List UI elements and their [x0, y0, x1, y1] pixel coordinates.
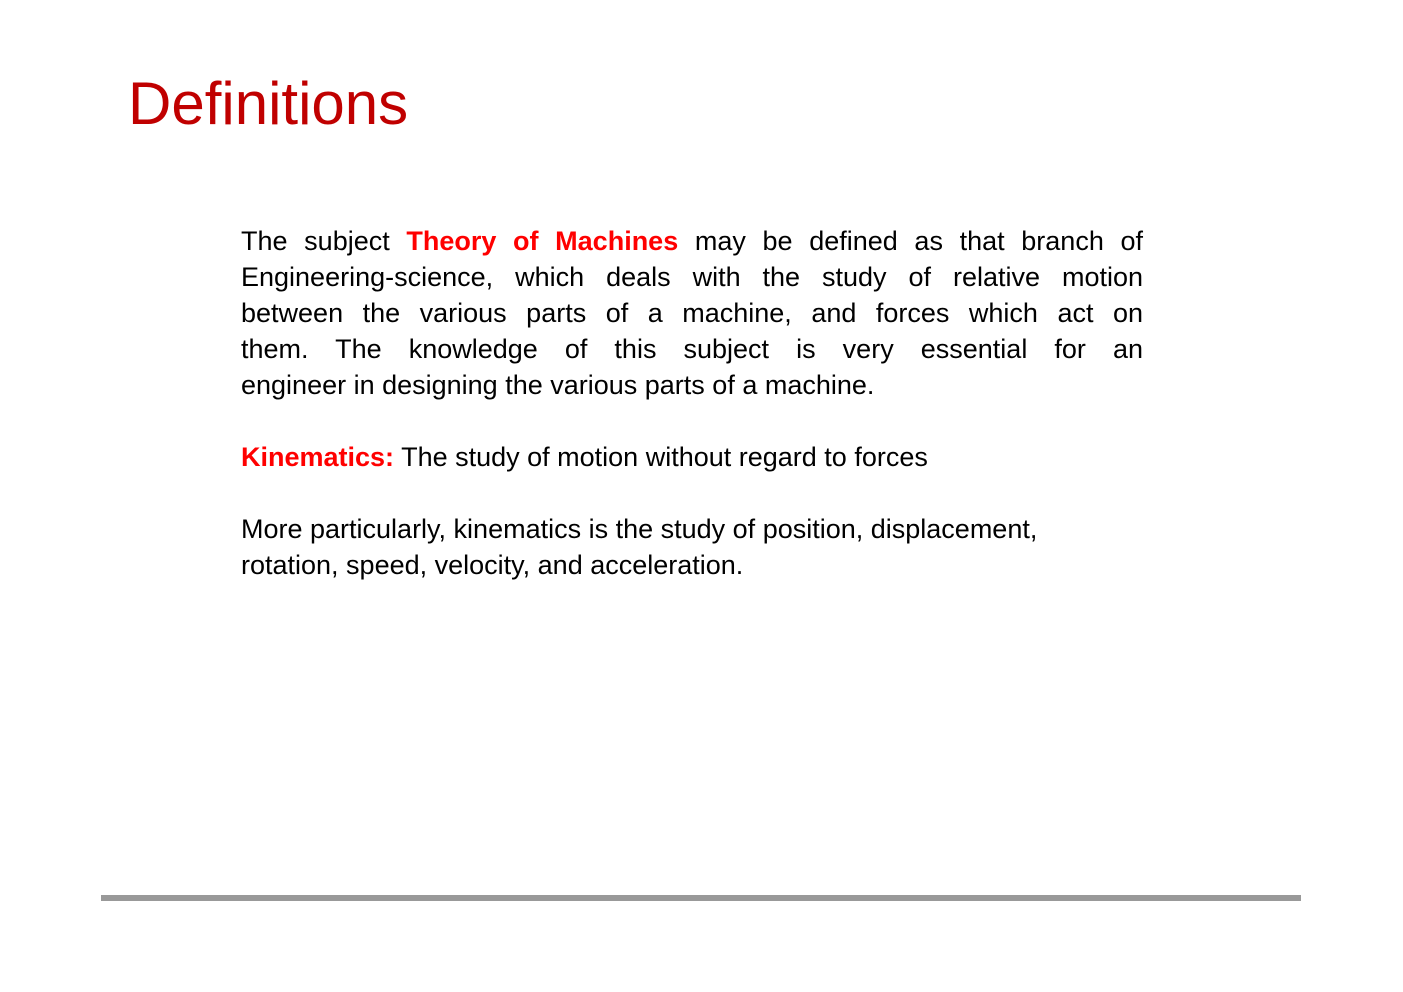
kinematics-term: Kinematics:	[241, 442, 395, 472]
kinematics-definition	[241, 439, 1143, 475]
highlight-term: Theory of Machines	[406, 226, 679, 256]
text-run: The subject	[241, 226, 407, 256]
paragraph-line: them. The knowledge of this subject is very essential for an	[241, 334, 1143, 364]
paragraph-line: rotation, speed, velocity, and acceleration.	[241, 550, 744, 580]
spacer	[241, 475, 1143, 511]
paragraph-line	[241, 223, 1143, 259]
paragraph-line: between the various parts of a machine, and forces which act on	[241, 298, 1143, 328]
footer-rule	[101, 895, 1301, 901]
theory-of-machines-paragraph	[241, 223, 1143, 403]
paragraph-line: Engineering-science, which deals with the study of relative motion	[241, 262, 1143, 292]
paragraph-line: engineer in designing the various parts of a machine.	[241, 370, 875, 400]
text-run: may be defined as that branch of	[678, 226, 1143, 256]
kinematics-text: The study of motion without regard to forces	[394, 442, 928, 472]
spacer	[241, 403, 1143, 439]
slide-title: Definitions	[128, 70, 409, 137]
paragraph-line: More particularly, kinematics is the study of position, displacement,	[241, 514, 1038, 544]
kinematics-detail-paragraph	[241, 511, 1143, 583]
slide-body	[241, 223, 1143, 583]
